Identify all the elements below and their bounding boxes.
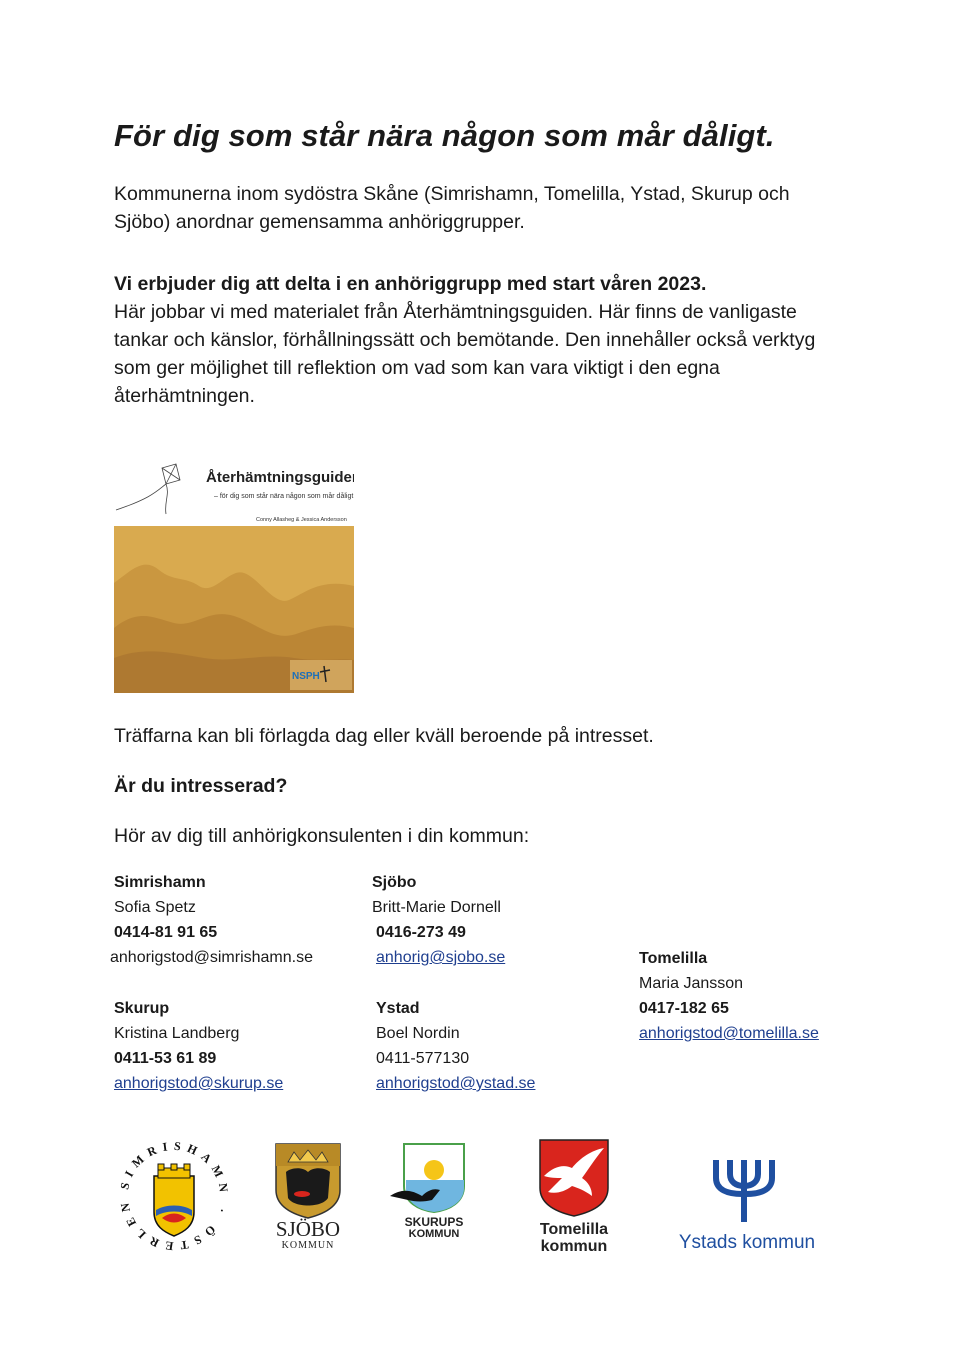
simrishamn-crest-icon bbox=[118, 1140, 230, 1252]
contact-person: Maria Jansson bbox=[639, 975, 744, 992]
contact-simrishamn bbox=[110, 870, 313, 970]
book-cover-image bbox=[114, 458, 354, 693]
contact-phone: 0411-53 61 89 bbox=[114, 1050, 217, 1067]
contact-phone: 0411-577130 bbox=[376, 1050, 470, 1067]
skurup-logo-text: SKURUPS bbox=[404, 1215, 464, 1229]
contact-sjobo bbox=[372, 870, 505, 970]
contact-email-link[interactable]: anhorigstod@skurup.se bbox=[114, 1075, 284, 1092]
skurup-logo bbox=[388, 1140, 470, 1240]
interested-heading: Är du intresserad? bbox=[114, 775, 288, 797]
tomelilla-logo bbox=[536, 1136, 616, 1256]
contact-tomelilla bbox=[639, 946, 819, 1046]
contact-kommun: Simrishamn bbox=[114, 874, 206, 891]
contact-skurup bbox=[114, 996, 283, 1096]
page-title: För dig som står nära någon som mår dåligt. bbox=[114, 118, 775, 153]
offer-heading: Vi erbjuder dig att delta i en anhöriggrupp med start våren 2023. bbox=[114, 273, 707, 295]
book-title: Återhämtningsguiden bbox=[206, 469, 354, 486]
contact-kommun: Tomelilla bbox=[639, 950, 708, 967]
contact-email: anhorigstod@simrishamn.se bbox=[110, 949, 313, 966]
contact-phone: 0416-273 49 bbox=[376, 924, 466, 941]
tomelilla-logo-subtext: kommun bbox=[540, 1238, 608, 1255]
contact-kommun: Ystad bbox=[376, 1000, 420, 1017]
contact-person: Kristina Landberg bbox=[114, 1025, 240, 1042]
ystad-symbol-icon bbox=[672, 1156, 822, 1256]
contact-email-link[interactable]: anhorig@sjobo.se bbox=[376, 949, 506, 966]
contact-phone: 0414-81 91 65 bbox=[114, 924, 218, 941]
skurup-crest-icon bbox=[388, 1140, 470, 1240]
sjobo-crest-icon bbox=[272, 1140, 344, 1252]
sjobo-logo-subtext: KOMMUN bbox=[281, 1240, 335, 1251]
tomelilla-logo-text: Tomelilla bbox=[539, 1221, 609, 1238]
ystad-logo-text: Ystads kommun bbox=[678, 1232, 816, 1253]
simrishamn-ring-text: SIMRISHAMN · ÖSTERLEN bbox=[118, 1140, 230, 1252]
ystad-logo bbox=[672, 1156, 822, 1256]
offer-section bbox=[114, 270, 854, 410]
contact-person: Britt-Marie Dornell bbox=[372, 899, 501, 916]
offer-body: Här jobbar vi med materialet från Återhämtningsguiden. Här finns de vanligaste tankar och känslor, förhållningssätt och bemötande. Den innehåller också verktyg som ger möjlighet till reflektion om vad som kan vara viktigt i den egna återhämtningen. bbox=[114, 301, 816, 407]
sjobo-logo-text: SJÖBO bbox=[275, 1217, 341, 1241]
book-authors: Conny Allasheg & Jessica Andersson bbox=[256, 517, 347, 523]
contact-intro: Hör av dig till anhörigkonsulenten i din kommun: bbox=[114, 825, 530, 847]
contact-ystad bbox=[376, 996, 535, 1096]
contact-person: Boel Nordin bbox=[376, 1025, 460, 1042]
book-cover-illustration bbox=[114, 458, 354, 693]
contact-email-link[interactable]: anhorigstod@ystad.se bbox=[376, 1075, 536, 1092]
contact-kommun: Sjöbo bbox=[372, 874, 417, 891]
book-subtitle: – för dig som står nära någon som mår dåligt bbox=[214, 493, 354, 500]
intro-paragraph: Kommunerna inom sydöstra Skåne (Simrishamn, Tomelilla, Ystad, Skurup och Sjöbo) anordnar gemensamma anhöriggrupper. bbox=[114, 183, 790, 233]
nsph-logo: NSPH bbox=[292, 671, 320, 682]
sjobo-logo bbox=[272, 1140, 344, 1252]
contact-phone: 0417-182 65 bbox=[639, 1000, 729, 1017]
tomelilla-crest-icon bbox=[536, 1136, 616, 1256]
contact-person: Sofia Spetz bbox=[114, 899, 196, 916]
simrishamn-logo bbox=[118, 1140, 230, 1252]
skurup-logo-subtext: KOMMUN bbox=[408, 1228, 460, 1240]
contact-kommun: Skurup bbox=[114, 1000, 170, 1017]
meetings-text: Träffarna kan bli förlagda dag eller kväll beroende på intresset. bbox=[114, 725, 654, 747]
contact-email-link[interactable]: anhorigstod@tomelilla.se bbox=[639, 1025, 819, 1042]
